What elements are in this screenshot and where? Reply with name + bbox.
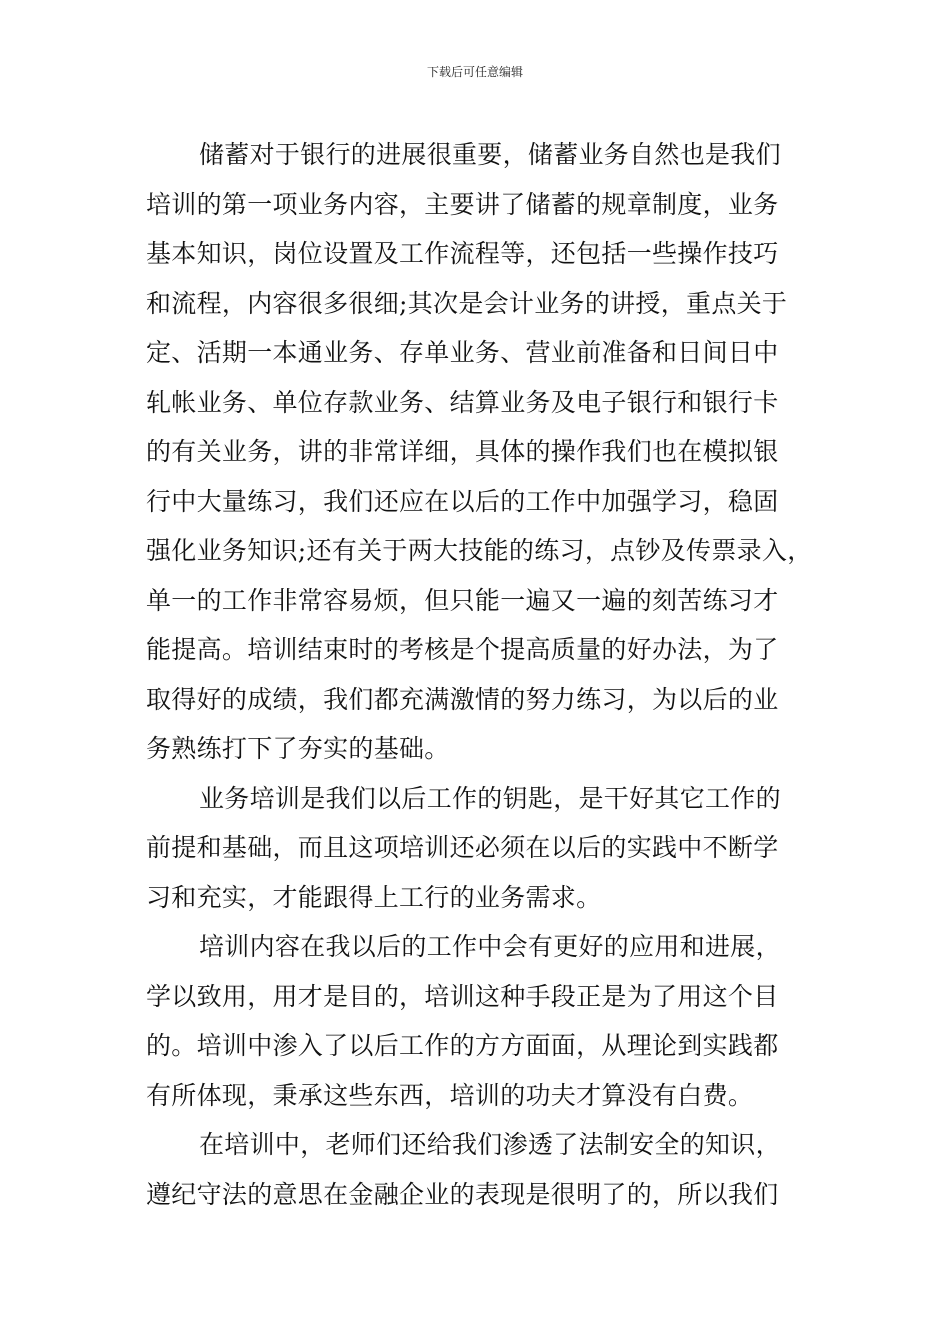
paragraph-first-line: 在培训中，老师们还给我们渗透了法制安全的知识，	[199, 1130, 781, 1159]
paragraph-first-line: 培训内容在我以后的工作中会有更好的应用和进展，	[199, 932, 781, 961]
text-line: 习和充实，才能跟得上工行的业务需求。	[146, 882, 602, 912]
text-line: 能提高。培训结束时的考核是个提高质量的好办法，为了	[146, 635, 779, 664]
text-line: 有所体现，秉承这些东西，培训的功夫才算没有白费。	[146, 1080, 754, 1110]
text-line: 强化业务知识;还有关于两大技能的练习，点钞及传票录入，	[146, 536, 813, 565]
paragraph-first-line: 业务培训是我们以后工作的钥匙，是干好其它工作的	[199, 783, 781, 813]
text-line: 轧帐业务、单位存款业务、结算业务及电子银行和银行卡	[146, 387, 779, 417]
text-line: 基本知识，岗位设置及工作流程等，还包括一些操作技巧	[146, 239, 779, 268]
text-line: 遵纪守法的意思在金融企业的表现是很明了的，所以我们	[146, 1179, 779, 1209]
text-line: 定、活期一本通业务、存单业务、营业前准备和日间日中	[146, 338, 779, 367]
text-line: 培训的第一项业务内容，主要讲了储蓄的规章制度，业务	[146, 189, 779, 219]
document-body	[146, 130, 813, 1219]
page-header: 下载后可任意编辑	[426, 65, 523, 79]
text-line: 前提和基础，而且这项培训还必须在以后的实践中不断学	[146, 833, 779, 862]
paragraph-first-line: 储蓄对于银行的进展很重要，储蓄业务自然也是我们	[199, 140, 781, 169]
text-line: 的有关业务，讲的非常详细，具体的操作我们也在模拟银	[146, 437, 779, 466]
text-line: 行中大量练习，我们还应在以后的工作中加强学习，稳固	[146, 486, 779, 516]
text-line: 取得好的成绩，我们都充满激情的努力练习，为以后的业	[146, 684, 779, 714]
text-line: 学以致用，用才是目的，培训这种手段正是为了用这个目	[146, 981, 779, 1011]
text-line: 务熟练打下了夯实的基础。	[146, 734, 450, 763]
text-line: 单一的工作非常容易烦，但只能一遍又一遍的刻苦练习才	[146, 585, 779, 615]
text-line: 和流程，内容很多很细;其次是会计业务的讲授，重点关于	[146, 288, 788, 318]
text-line: 的。培训中渗入了以后工作的方方面面，从理论到实践都	[146, 1031, 779, 1060]
